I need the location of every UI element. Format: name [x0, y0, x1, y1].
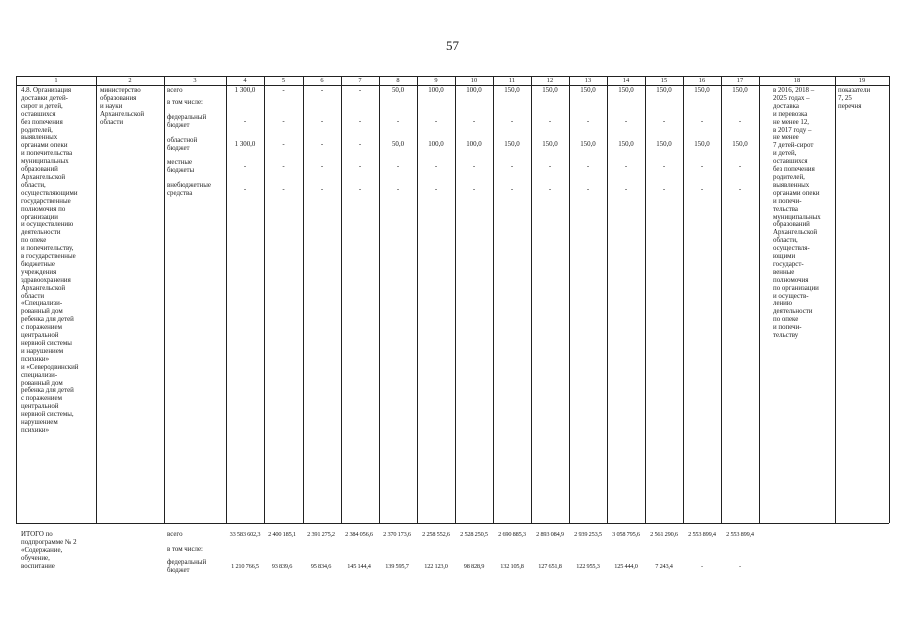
value-cell: -: [586, 118, 590, 125]
header-cell: 15: [660, 77, 668, 84]
value-cell: -: [358, 186, 362, 193]
value-cell: 150,0: [656, 141, 672, 148]
total-value-cell: 95 834,6: [310, 563, 332, 570]
total-value-cell: 132 105,8: [500, 563, 524, 570]
total-value-cell: 93 839,6: [271, 563, 293, 570]
executor: министерство образования и науки Архангельской области: [100, 87, 145, 126]
value-cell: -: [434, 163, 438, 170]
total-value-cell: 125 444,0: [614, 563, 638, 570]
total-value-cell: 139 595,7: [385, 563, 409, 570]
column-rule: [16, 76, 17, 523]
value-cell: 150,0: [732, 141, 748, 148]
total-value-cell: -: [701, 563, 703, 570]
value-cell: 150,0: [542, 141, 558, 148]
value-cell: 1 300,0: [234, 87, 256, 94]
value-cell: 100,0: [466, 141, 482, 148]
value-cell: -: [472, 118, 476, 125]
value-cell: -: [320, 118, 324, 125]
value-cell: -: [510, 118, 514, 125]
value-cell: 150,0: [504, 87, 520, 94]
total-value-cell: 2 391 275,2: [307, 531, 335, 538]
page-number: 57: [446, 38, 459, 53]
value-cell: 150,0: [694, 141, 710, 148]
value-cell: -: [243, 186, 247, 193]
value-cell: -: [548, 163, 552, 170]
header-cell: 17: [736, 77, 744, 84]
value-cell: -: [243, 163, 247, 170]
value-cell: 150,0: [694, 87, 710, 94]
value-cell: -: [396, 118, 400, 125]
total-value-cell: 122 123,0: [424, 563, 448, 570]
value-cell: -: [510, 163, 514, 170]
column-rule: [759, 76, 760, 523]
total-value-cell: -: [739, 563, 741, 570]
value-cell: -: [282, 186, 285, 193]
value-cell: 100,0: [428, 87, 444, 94]
value-cell: -: [320, 87, 324, 94]
value-cell: 50,0: [391, 87, 405, 94]
budget-table: [16, 76, 889, 631]
funding-source: федеральный бюджет: [167, 559, 207, 574]
header-cell: 1: [54, 77, 58, 84]
header-cell: 18: [793, 77, 801, 84]
value-cell: -: [358, 118, 362, 125]
total-value-cell: 2 561 290,6: [650, 531, 678, 538]
value-cell: -: [700, 163, 704, 170]
value-cell: -: [396, 186, 400, 193]
value-cell: -: [700, 118, 704, 125]
total-value-cell: 2 400 185,1: [268, 531, 296, 538]
total-value-cell: 2 258 552,6: [422, 531, 450, 538]
header-cell: 9: [434, 77, 438, 84]
total-value-cell: 145 144,4: [347, 563, 371, 570]
value-cell: -: [396, 163, 400, 170]
header-cell: 11: [508, 77, 516, 84]
header-cell: 16: [698, 77, 706, 84]
value-cell: -: [624, 186, 628, 193]
value-cell: -: [624, 118, 628, 125]
value-cell: -: [282, 163, 285, 170]
value-cell: -: [548, 186, 552, 193]
value-cell: 50,0: [391, 141, 405, 148]
header-cell: 13: [584, 77, 592, 84]
value-cell: -: [662, 118, 666, 125]
value-cell: 1 300,0: [234, 141, 256, 148]
header-cell: 14: [622, 77, 630, 84]
funding-source: федеральный бюджет: [167, 114, 207, 129]
total-value-cell: 122 955,3: [576, 563, 600, 570]
indicator-reference: показатели 7, 25 перечня: [838, 87, 871, 110]
value-cell: -: [662, 163, 666, 170]
total-value-cell: 33 583 602,3: [229, 531, 261, 538]
total-value-cell: 1 210 766,5: [231, 563, 259, 570]
header-cell: 4: [243, 77, 247, 84]
value-cell: -: [358, 87, 362, 94]
value-cell: -: [472, 163, 476, 170]
column-rule: [889, 76, 890, 523]
total-value-cell: 2 370 173,6: [383, 531, 411, 538]
value-cell: -: [548, 118, 552, 125]
total-value-cell: 3 058 795,6: [612, 531, 640, 538]
value-cell: 150,0: [618, 141, 634, 148]
value-cell: -: [738, 186, 742, 193]
value-cell: -: [282, 141, 285, 148]
total-value-cell: 7 243,4: [655, 563, 673, 570]
funding-source: в том числе:: [167, 99, 203, 106]
column-rule: [835, 76, 836, 523]
target-indicator: в 2016, 2018 – 2025 годах – доставка и перевозка не менее 12, в 2017 году – не менее 7 детей-сирот и детей, оставшихся без попечения родителей, выявленных органами опеки и попечи- тельства муниципальных образований Архангельской области, осуществля- ющими государст- венные полномочия по организации и осуществ- лению деятельности по опеке и попечи- тельству: [773, 87, 821, 340]
value-cell: -: [243, 118, 247, 125]
value-cell: -: [358, 163, 362, 170]
total-value-cell: 2 553 899,4: [688, 531, 716, 538]
task-description: 4.8. Организация доставки детей- сирот и детей, оставшихся без попечения родителей, выявленных органами опеки и попечительства муниципальных образований Архангельской области, осуществляющими государственные полномочия по организации и осуществлению деятельности по опеке и попечительству, в государственные бюджетные учреждения здравоохранения Архангельской области «Специализи- рованный дом ребенка для детей с поражением центральной нервной системы и нарушением психики» и «Северодвинский специализи- рованный дом ребенка для детей с поражением центральной нервной системы, нарушением психики»: [21, 87, 79, 434]
value-cell: -: [662, 186, 666, 193]
header-cell: 3: [193, 77, 197, 84]
column-rule: [96, 76, 97, 523]
header-cell: 10: [470, 77, 478, 84]
value-cell: 100,0: [428, 141, 444, 148]
value-cell: -: [738, 118, 742, 125]
value-cell: 100,0: [466, 87, 482, 94]
header-cell: 2: [128, 77, 132, 84]
total-value-cell: 2 528 250,5: [460, 531, 488, 538]
header-cell: 12: [546, 77, 554, 84]
value-cell: -: [320, 186, 324, 193]
header-cell: 7: [358, 77, 362, 84]
funding-source: областной бюджет: [167, 137, 198, 152]
value-cell: -: [282, 118, 285, 125]
value-cell: 150,0: [504, 141, 520, 148]
total-value-cell: 2 690 885,3: [498, 531, 526, 538]
funding-source: в том числе:: [167, 546, 203, 553]
header-cell: 5: [281, 77, 286, 84]
value-cell: -: [624, 163, 628, 170]
row-divider: [16, 523, 889, 524]
funding-source: всего: [167, 531, 183, 538]
total-value-cell: 2 384 056,6: [345, 531, 373, 538]
value-cell: -: [434, 186, 438, 193]
value-cell: -: [282, 87, 285, 94]
header-cell: 19: [858, 77, 866, 84]
funding-source: внебюджетные средства: [167, 182, 211, 197]
value-cell: 150,0: [580, 141, 596, 148]
total-value-cell: 2 553 899,4: [726, 531, 754, 538]
total-value-cell: 98 828,9: [463, 563, 485, 570]
total-value-cell: 2 939 253,5: [574, 531, 602, 538]
value-cell: -: [320, 141, 324, 148]
funding-source: местные бюджеты: [167, 159, 195, 174]
value-cell: -: [320, 163, 324, 170]
value-cell: -: [510, 186, 514, 193]
value-cell: 150,0: [618, 87, 634, 94]
total-value-cell: 127 651,8: [538, 563, 562, 570]
value-cell: -: [358, 141, 362, 148]
column-rule: [164, 76, 165, 523]
value-cell: -: [586, 163, 590, 170]
value-cell: -: [472, 186, 476, 193]
total-value-cell: 2 893 084,9: [536, 531, 564, 538]
value-cell: 150,0: [656, 87, 672, 94]
value-cell: 150,0: [732, 87, 748, 94]
value-cell: -: [434, 118, 438, 125]
value-cell: -: [700, 186, 704, 193]
value-cell: 150,0: [580, 87, 596, 94]
total-title: ИТОГО по подпрограмме № 2 «Содержание, обучение, воспитание: [21, 531, 77, 570]
value-cell: -: [586, 186, 590, 193]
value-cell: 150,0: [542, 87, 558, 94]
header-cell: 8: [396, 77, 400, 84]
funding-source: всего: [167, 87, 183, 94]
value-cell: -: [738, 163, 742, 170]
header-cell: 6: [320, 77, 324, 84]
